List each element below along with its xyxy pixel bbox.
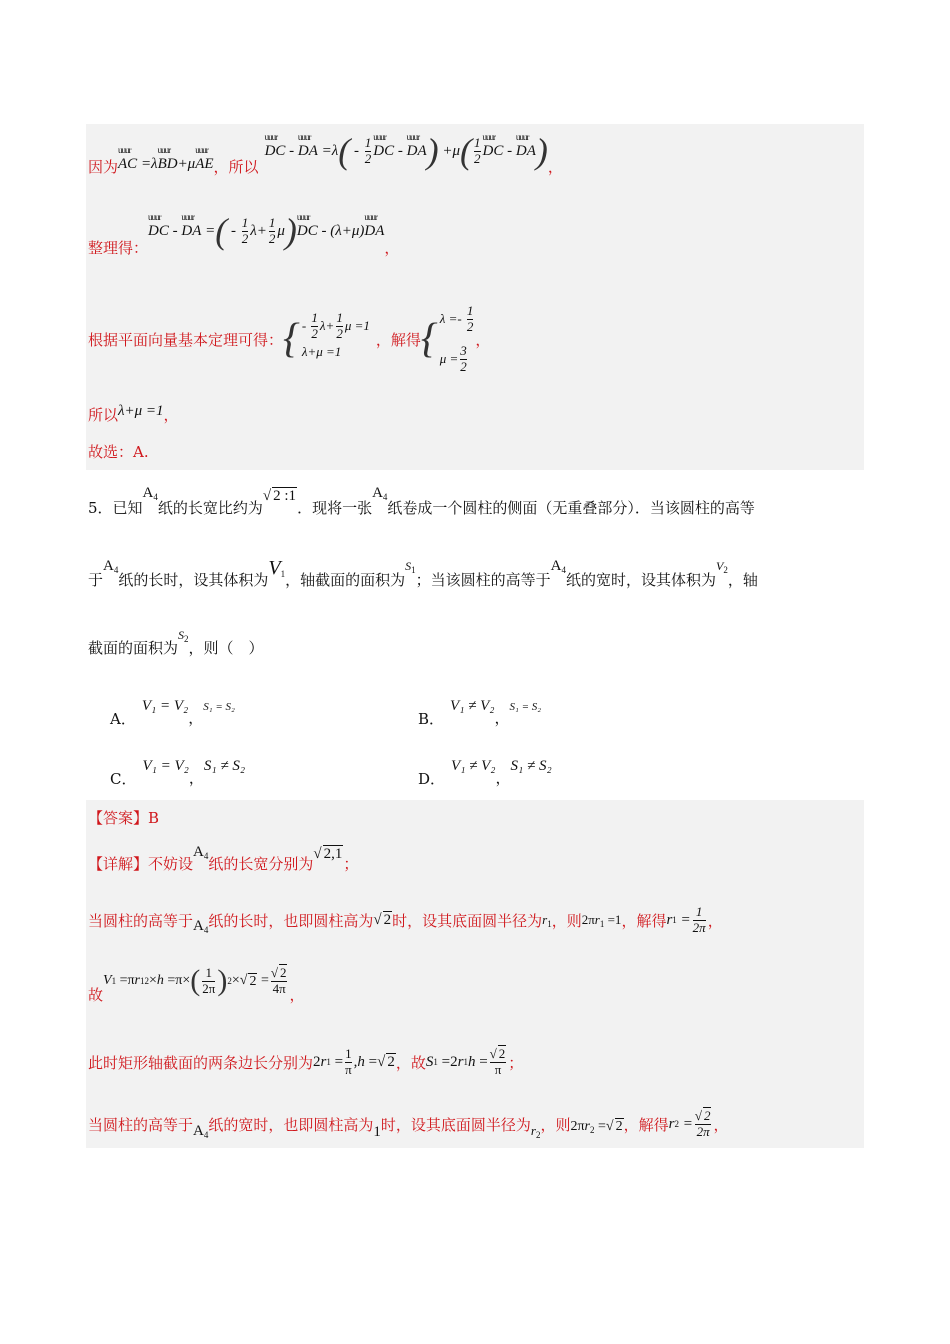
text: ，则	[540, 1115, 571, 1134]
a4-symbol: $A_4$	[550, 557, 566, 575]
text: ，则	[551, 911, 582, 930]
detail-label: 【详解】	[88, 854, 149, 873]
text: 纸的长时，也即圆柱高为	[208, 911, 374, 930]
option-d[interactable]	[418, 744, 552, 789]
option-label: D．	[418, 770, 446, 788]
formula-simplified: uuur DC - uuur DA = ( - $\frac{1}{2}$ λ+ $\frac{1}{2}$ μ ) uuur DC - (λ+μ) uuur DA	[148, 213, 384, 249]
solution-line-1	[88, 130, 563, 180]
text: 所以	[88, 405, 119, 424]
option-v: V₁ ≠ V₂	[450, 698, 495, 714]
option-v: V₁ ≠ V₂	[451, 758, 496, 774]
answer-label: 【答案】B	[88, 808, 160, 827]
text: ，解得	[375, 330, 421, 349]
text: ，则（ ）	[188, 638, 264, 657]
text: ，解得	[621, 911, 667, 930]
option-s: S₁ ≠ S₂	[510, 758, 552, 774]
option-c[interactable]	[110, 744, 245, 789]
text: 时，设其底面圆半径为	[380, 1115, 531, 1134]
formula-sum: λ+μ =1	[118, 402, 164, 419]
question-number: 5．已知	[88, 498, 143, 517]
text: ，轴截面的面积为	[285, 570, 406, 589]
text: 当圆柱的高等于	[88, 1115, 194, 1134]
ratio-formula: √ 2 :1	[262, 487, 297, 504]
a4-symbol: $A_4$	[193, 917, 209, 935]
text: 纸的长宽比约为	[157, 498, 263, 517]
text: ，	[475, 330, 491, 349]
solution-line-4	[88, 402, 179, 426]
text: 纸的宽时，也即圆柱高为	[208, 1115, 374, 1134]
detail-line-5	[88, 1100, 728, 1148]
a4-symbol: $A_4$	[103, 557, 119, 575]
text: ，	[547, 157, 563, 176]
area-formula: S 1 =2 r 1 h = $\frac{√ 2}{\pi}$	[425, 1046, 506, 1077]
detail-line-2	[88, 900, 723, 940]
dimension-formula: √ 2,1	[313, 845, 343, 862]
text: ，	[713, 1115, 729, 1134]
text: ．现将一张	[297, 498, 373, 517]
edge-lengths: 2 r 1 = $\frac{1}{\pi}$ , h =√ 2	[313, 1046, 395, 1077]
r1-result: r 1 = $\frac{1}{2\pi}$	[666, 904, 706, 935]
question-line-1	[88, 478, 755, 518]
s2-symbol: $S_2$	[178, 628, 189, 644]
text: ，所以	[213, 157, 259, 176]
option-label: C．	[110, 770, 137, 788]
v2-symbol: $V_2$	[715, 559, 728, 575]
text: 不妨设	[148, 854, 194, 873]
text: 根据平面向量基本定理可得：	[88, 330, 284, 349]
text: 纸的长宽分别为	[208, 854, 314, 873]
comma: ，	[188, 709, 204, 727]
r2-result: r 2 = $\frac{√ 2}{2\pi}$	[668, 1108, 711, 1139]
a4-symbol: $A_4$	[372, 484, 388, 502]
solution-line-3	[88, 296, 490, 382]
option-v: V₁ = V₂	[142, 758, 189, 774]
a4-symbol: $A_4$	[142, 484, 158, 502]
detail-line-4	[88, 1040, 523, 1084]
text: ，解得	[623, 1115, 669, 1134]
v1-symbol: $V_1$	[268, 556, 286, 579]
height-sqrt2: √ 2	[373, 911, 392, 928]
text: 纸的宽时，设其体积为	[565, 570, 716, 589]
volume-formula: V 1 =π r 1 2 × h =π× ( $\frac{1}{2\pi}$ ) 2 ×√ 2 = $\frac{√ 2}{4\pi}$	[103, 964, 287, 997]
comma: ，	[495, 769, 511, 787]
option-v: V₁ = V₂	[141, 698, 189, 714]
r1-symbol: $r_1$	[542, 911, 552, 929]
option-s: S₁ = S₂	[509, 700, 542, 713]
answer-line	[88, 806, 159, 828]
text: 因为	[88, 157, 119, 176]
question-line-3	[88, 624, 264, 658]
option-label: B．	[418, 710, 445, 728]
text: 时，设其底面圆半径为	[392, 911, 543, 930]
height-one: 1	[373, 1123, 381, 1140]
text: 于	[88, 570, 104, 589]
equation-system: { - $\frac{1}{2}$ λ+ $\frac{1}{2}$ μ =1 λ+μ =1	[283, 310, 370, 362]
text: 截面的面积为	[88, 638, 179, 657]
text: 当圆柱的高等于	[88, 911, 194, 930]
text: ；	[508, 1053, 524, 1072]
s1-symbol: $S_1$	[405, 559, 416, 575]
a4-symbol: $A_4$	[193, 1122, 209, 1140]
detail-line-3	[88, 956, 305, 1006]
a4-symbol: $A_4$	[193, 843, 209, 861]
detail-line-1	[88, 840, 358, 874]
text: 纸的长时，设其体积为	[118, 570, 269, 589]
text: ，故	[395, 1053, 426, 1072]
r2-symbol: $r_2$	[530, 1122, 541, 1140]
text: 故选：A.	[88, 442, 149, 461]
text: ，	[384, 238, 400, 257]
text: 故	[88, 985, 104, 1004]
text: ，	[163, 405, 179, 424]
formula-dc-da: uuur DC - uuur DA =λ ( - $\frac{1}{2}$ uuur DC - uuur DA ) +μ ( $\frac{1}{2}$ uuur DC - uuur DA )	[265, 133, 548, 169]
circumference-formula-2: $2\pi r_2$ =√ 2	[570, 1119, 623, 1135]
comma: ，	[188, 769, 204, 787]
option-a[interactable]	[110, 684, 235, 729]
text: 此时矩形轴截面的两条边长分别为	[88, 1053, 314, 1072]
text: 整理得：	[88, 238, 149, 257]
option-label: A．	[110, 710, 136, 728]
text: 纸卷成一个圆柱的侧面（无重叠部分）．当该圆柱的高等	[387, 498, 755, 517]
question-line-2	[88, 550, 758, 590]
solution-system: { λ =- $\frac{1}{2}$ μ = $\frac{3}{2}$	[420, 303, 474, 374]
comma: ，	[494, 709, 510, 727]
text: ，	[289, 985, 305, 1004]
text: ；当该圆柱的高等于	[415, 570, 551, 589]
solution-line-5	[88, 440, 149, 462]
text: ；	[343, 854, 359, 873]
text: ，轴	[727, 570, 758, 589]
option-s: S₁ ≠ S₂	[203, 758, 246, 774]
circumference-formula: $2\pi r_1 =1$	[581, 911, 622, 929]
option-b[interactable]	[418, 684, 541, 729]
formula-ac: uuur AC =λuuur BD+μuuur AE	[118, 156, 214, 173]
option-s: S₁ = S₂	[203, 700, 235, 713]
text: ，	[707, 911, 723, 930]
solution-line-2	[88, 206, 399, 256]
